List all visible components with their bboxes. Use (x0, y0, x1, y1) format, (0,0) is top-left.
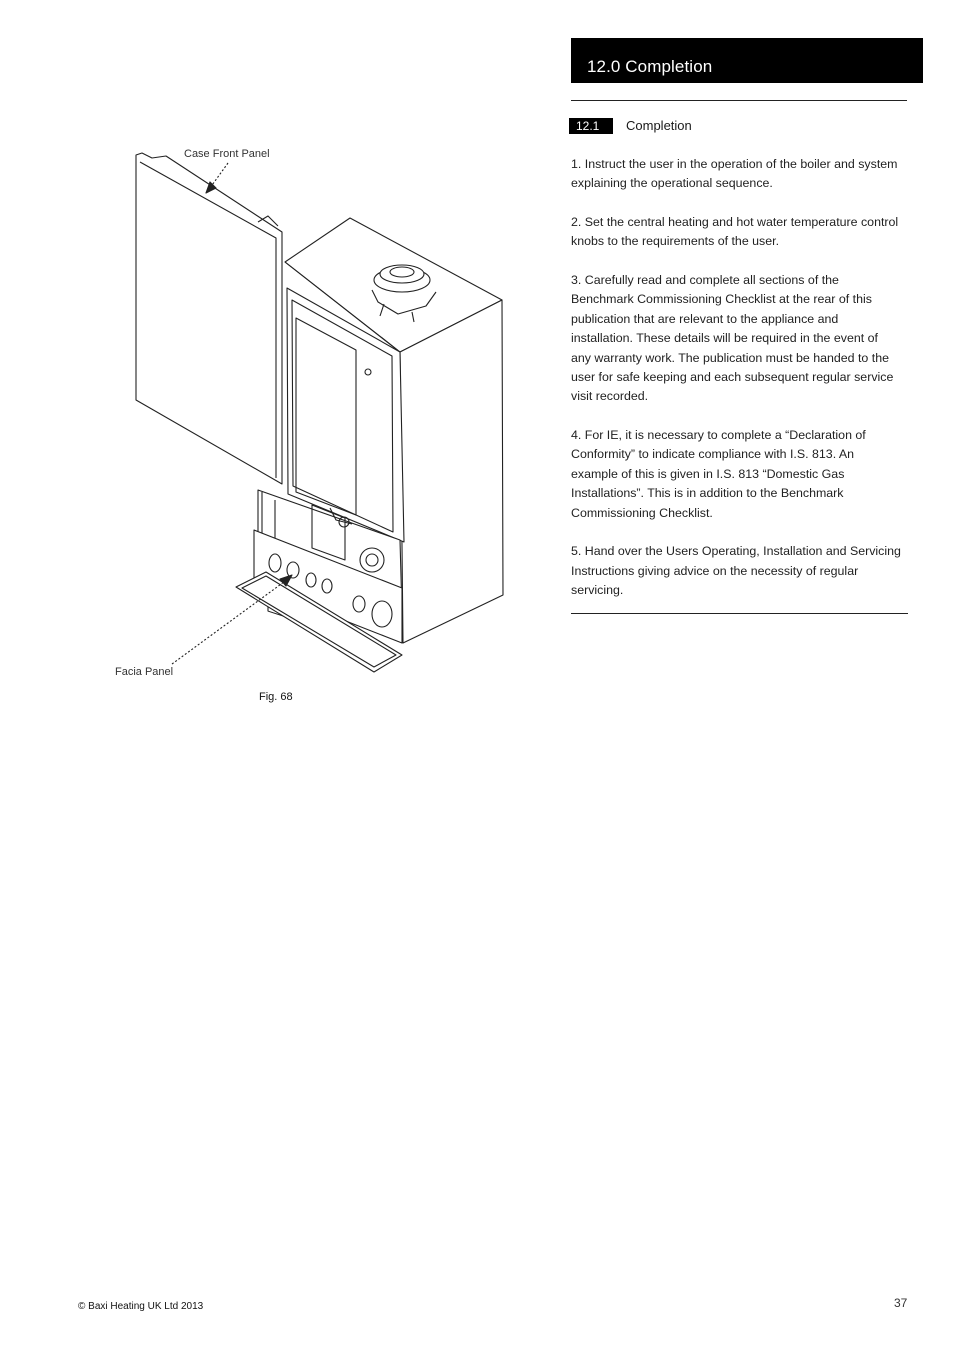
top-divider (571, 100, 907, 101)
boiler-exploded-illustration (100, 140, 520, 700)
section-title: 12.0 Completion (587, 57, 713, 76)
instruction-paragraph-3: 3. Carefully read and complete all sections of the Benchmark Commissioning Checklist at the rear of this publication that are relevant to the appliance and installation. These details will be required in the event of any warranty work. The publication must be handed to the user for safe keeping and each subsequent regular service visit recorded. (571, 273, 894, 404)
instruction-paragraph-4: 4. For IE, it is necessary to complete a “Declaration of Conformity” to indicate compliance with I.S. 813. An example of this is given in I.S. 813 “Domestic Gas Installations”. This is in addition to the Benchmark Commissioning Checklist. (571, 428, 866, 520)
subsection-title: Completion (626, 118, 692, 133)
page-number: 37 (894, 1296, 908, 1310)
footer-copyright: © Baxi Heating UK Ltd 2013 (78, 1301, 204, 1312)
facia-panel-label: Facia Panel (115, 666, 174, 678)
instructions-body (571, 155, 901, 620)
section-header-bar (571, 38, 923, 83)
instruction-paragraph-2: 2. Set the central heating and hot water temperature control knobs to the requirements of the user. (571, 215, 899, 249)
case-front-panel-label: Case Front Panel (184, 148, 270, 160)
instruction-paragraph-5: 5. Hand over the Users Operating, Installation and Servicing Instructions giving advice on the necessity of regular servicing. (571, 544, 901, 598)
bottom-divider (571, 613, 908, 614)
instruction-paragraph-1: 1. Instruct the user in the operation of the boiler and system explaining the operational sequence. (571, 157, 898, 191)
subsection-number-badge: 12.1 (569, 118, 613, 134)
figure-caption: Fig. 68 (259, 691, 293, 703)
